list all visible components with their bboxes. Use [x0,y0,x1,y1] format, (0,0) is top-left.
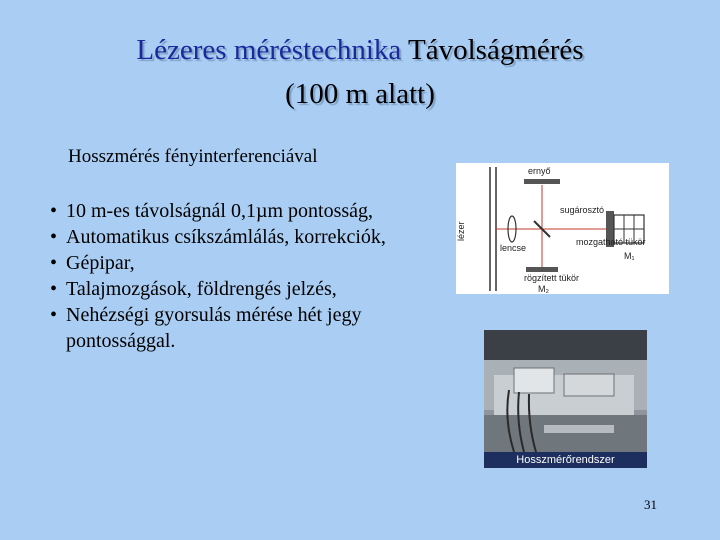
title-rest: Távolságmérés [408,34,584,66]
slide-title [0,28,720,116]
page-number: 31 [644,497,657,512]
title-line-2: (100 m alatt) [285,78,435,110]
title-highlight: Lézeres méréstechnika [136,34,402,66]
bullet-item: • Talajmozgások, földrengés jelzés, [46,276,416,302]
label-m2: M₂ [538,284,549,294]
bullet-item: • Nehézségi gyorsulás mérése hét jegy pontossággal. [46,302,416,354]
slide-subtitle: Hosszmérés fényinterferenciával [68,146,318,167]
label-lens: lencse [500,243,527,253]
photo-illustration [484,330,647,468]
photo-caption: Hosszmérőrendszer [484,452,647,468]
bullet-item: • Gépipar, [46,250,416,276]
label-laser: lézer [456,221,466,241]
label-m1: M₁ [624,251,635,261]
interferometer-diagram [456,163,669,294]
measurement-system-photo [484,330,647,468]
bullet-list [46,198,416,354]
label-fixed-mirror: rögzített tükör [524,273,580,283]
label-movable-mirror: mozgatható tükör [576,237,646,247]
label-screen: ernyő [528,166,551,176]
bullet-item: • 10 m-es távolságnál 0,1µm pontosság, [46,198,416,224]
label-beamsplitter: sugárosztó [560,205,605,215]
bullet-item: • Automatikus csíkszámlálás, korrekciók, [46,224,416,250]
